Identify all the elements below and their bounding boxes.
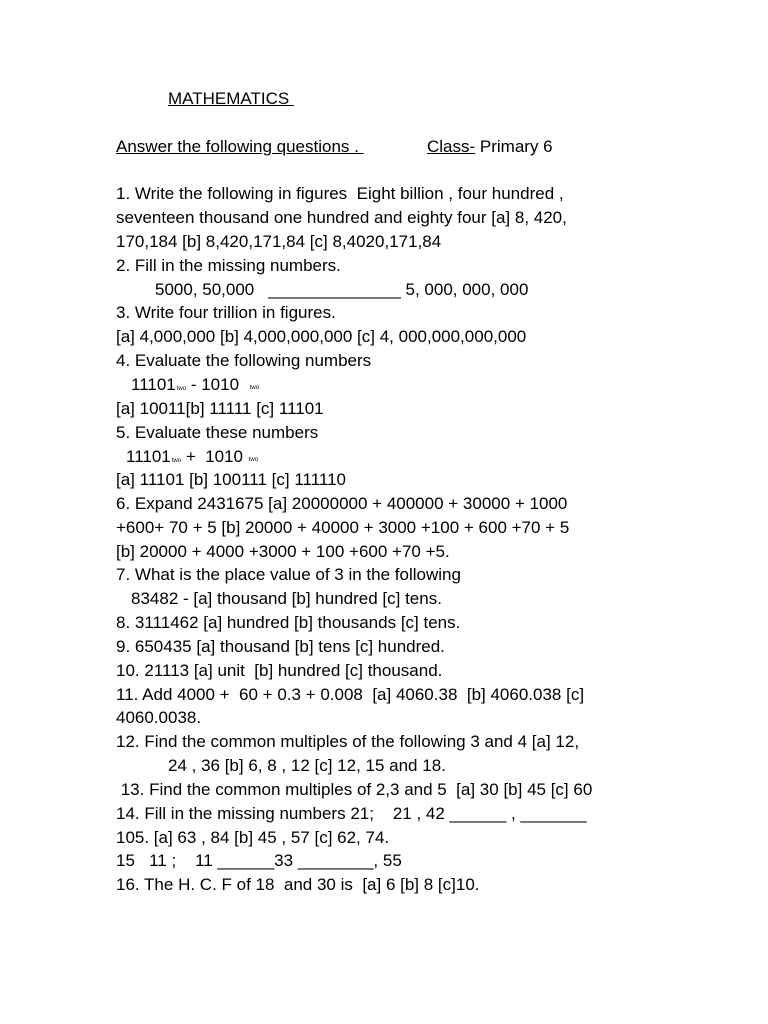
q11-line-1: 11. Add 4000 + 60 + 0.3 + 0.008 [a] 4060.38 [b] 4060.038 [c] <box>116 685 585 704</box>
q4-expression <box>131 374 259 400</box>
class-label: Class- <box>427 137 476 156</box>
q4-number-1: 11101 <box>131 375 176 394</box>
q12-line-1: 12. Find the common multiples of the following 3 and 4 [a] 12, <box>116 732 580 751</box>
q4-base-2: two <box>249 385 260 391</box>
q14-line-1: 14. Fill in the missing numbers 21; 21 , 42 ______ , _______ <box>116 804 587 823</box>
q6-line-3: [b] 20000 + 4000 +3000 + 100 +600 +70 +5. <box>116 542 450 561</box>
q5-line-1: 5. Evaluate these numbers <box>116 423 319 442</box>
q5-base-1: two <box>171 458 182 464</box>
q5-options: [a] 11101 [b] 100111 [c] 111110 <box>116 470 346 489</box>
q11-line-2: 4060.0038. <box>116 708 202 727</box>
q4-line-1: 4. Evaluate the following numbers <box>116 351 372 370</box>
q12-line-2: 24 , 36 [b] 6, 8 , 12 [c] 12, 15 and 18. <box>168 756 446 775</box>
q4-operation: - 1010 <box>186 375 244 394</box>
q2-line-2: 5000, 50,000 ______________ 5, 000, 000, 000 <box>155 280 529 299</box>
class-value: Primary 6 <box>475 137 553 156</box>
q1-line-1: 1. Write the following in figures Eight billion , four hundred , <box>116 184 564 203</box>
q7-line-1: 7. What is the place value of 3 in the following <box>116 565 461 584</box>
q1-line-2: seventeen thousand one hundred and eighty four [a] 8, 420, <box>116 208 567 227</box>
q2-line-1: 2. Fill in the missing numbers. <box>116 256 341 275</box>
instruction-text: Answer the following questions . <box>116 137 364 156</box>
q16-line: 16. The H. C. F of 18 and 30 is [a] 6 [b] 8 [c]10. <box>116 875 480 894</box>
q14-line-2: 105. [a] 63 , 84 [b] 45 , 57 [c] 62, 74. <box>116 828 390 847</box>
q4-options: [a] 10011[b] 11111 [c] 11101 <box>116 399 324 418</box>
q3-line-1: 3. Write four trillion in figures. <box>116 303 336 322</box>
q13-line: 13. Find the common multiples of 2,3 and 5 [a] 30 [b] 45 [c] 60 <box>116 780 593 799</box>
q5-operation: + 1010 <box>181 447 248 466</box>
q3-line-2: [a] 4,000,000 [b] 4,000,000,000 [c] 4, 000,000,000,000 <box>116 327 527 346</box>
q6-line-1: 6. Expand 2431675 [a] 20000000 + 400000 + 30000 + 1000 <box>116 494 568 513</box>
q7-line-2: 83482 - [a] thousand [b] hundred [c] tens. <box>131 589 442 608</box>
q15-line: 15 11 ; 11 ______33 ________, 55 <box>116 851 402 870</box>
q5-number-1: 11101 <box>126 447 171 466</box>
q9-line: 9. 650435 [a] thousand [b] tens [c] hundred. <box>116 637 445 656</box>
class-info <box>427 136 553 158</box>
q8-line: 8. 3111462 [a] hundred [b] thousands [c] tens. <box>116 613 461 632</box>
subject-title: MATHEMATICS <box>168 89 294 108</box>
q1-line-3: 170,184 [b] 8,420,171,84 [c] 8,4020,171,84 <box>116 232 442 251</box>
q10-line: 10. 21113 [a] unit [b] hundred [c] thousand. <box>116 661 443 680</box>
q6-line-2: +600+ 70 + 5 [b] 20000 + 40000 + 3000 +100 + 600 +70 + 5 <box>116 518 570 537</box>
q5-base-2: two <box>248 457 259 463</box>
q4-base-1: two <box>176 386 187 392</box>
